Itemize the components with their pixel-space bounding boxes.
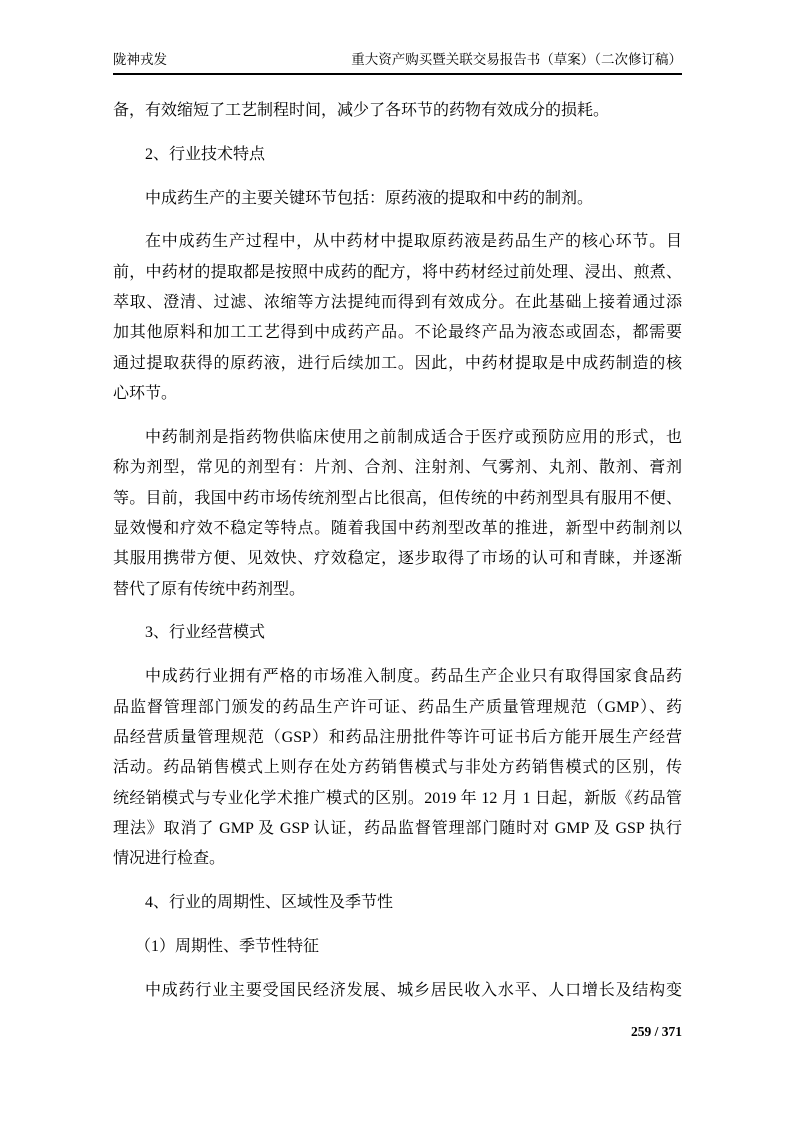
text-line: 等。目前，我国中药市场传统剂型占比很高，但传统的中药剂型具有服用不便、: [113, 489, 682, 507]
text-line: 统经销模式与专业化学术推广模式的区别。2019 年 12 月 1 日起，新版《药品管: [113, 789, 682, 807]
text-line: 加其他原料和加工工艺得到中成药产品。不论最终产品为液态或固态，都需要: [113, 324, 682, 342]
text-line: 中成药行业主要受国民经济发展、城乡居民收入水平、人口增长及结构变: [145, 981, 682, 999]
text-line: 通过提取获得的原药液，进行后续加工。因此，中药材提取是中成药制造的核: [113, 354, 682, 372]
text-line: 2、行业技术特点: [145, 145, 266, 163]
text-line: 萃取、澄清、过滤、浓缩等方法提纯而得到有效成分。在此基础上接着通过添: [113, 294, 682, 312]
paragraph: [113, 976, 682, 1006]
section-heading: [113, 932, 682, 962]
section-heading: [113, 888, 682, 918]
page-number: 259 / 371: [630, 1024, 682, 1039]
text-line: 中药制剂是指药物供临床使用之前制成适合于医疗或预防应用的形式，也: [145, 428, 682, 446]
text-line: 中成药生产的主要关键环节包括：原药液的提取和中药的制剂。: [145, 189, 594, 207]
text-line: 品经营质量管理规范（GSP）和药品注册批件等许可证书后方能开展生产经营: [113, 728, 682, 746]
text-line: 品监督管理部门颁发的药品生产许可证、药品生产质量管理规范（GMP）、药: [113, 698, 682, 716]
text-line: （1）周期性、季节性特征: [135, 937, 320, 955]
paragraph: [113, 227, 682, 409]
text-line: 理法》取消了 GMP 及 GSP 认证，药品监督管理部门随时对 GMP 及 GSP 执行: [113, 819, 682, 837]
header-document-title: 重大资产购买暨关联交易报告书（草案）（二次修订稿）: [351, 52, 682, 67]
paragraph: [113, 96, 682, 126]
text-line: 中成药行业拥有严格的市场准入制度。药品生产企业只有取得国家食品药: [145, 668, 682, 686]
document-body: [113, 96, 682, 1006]
text-line: 心环节。: [113, 385, 178, 403]
paragraph: [113, 662, 682, 874]
page-footer: [113, 1023, 682, 1041]
text-line: 活动。药品销售模式上则存在处方药销售模式与非处方药销售模式的区别，传: [113, 759, 682, 777]
text-line: 在中成药生产过程中，从中药材中提取原药液是药品生产的核心环节。目: [145, 233, 682, 251]
text-line: 显效慢和疗效不稳定等特点。随着我国中药剂型改革的推进，新型中药制剂以: [113, 519, 682, 537]
text-line: 前，中药材的提取都是按照中成药的配方，将中药材经过前处理、浸出、煎煮、: [113, 263, 682, 281]
section-heading: [113, 140, 682, 170]
text-line: 情况进行检查。: [113, 850, 226, 868]
text-line: 其服用携带方便、见效快、疗效稳定，逐步取得了市场的认可和青睐，并逐渐: [113, 550, 682, 568]
text-line: 3、行业经营模式: [145, 624, 266, 642]
paragraph: [113, 423, 682, 605]
text-line: 替代了原有传统中药剂型。: [113, 580, 306, 598]
text-line: 备，有效缩短了工艺制程时间，减少了各环节的药物有效成分的损耗。: [113, 102, 610, 119]
section-heading: [113, 618, 682, 648]
text-line: 4、行业的周期性、区域性及季节性: [145, 894, 394, 912]
text-line: 称为剂型，常见的剂型有：片剂、合剂、注射剂、气雾剂、丸剂、散剂、膏剂: [113, 459, 682, 477]
header-company-name: 陇神戎发: [113, 52, 167, 67]
page-header: [113, 51, 682, 75]
paragraph: [113, 184, 682, 214]
